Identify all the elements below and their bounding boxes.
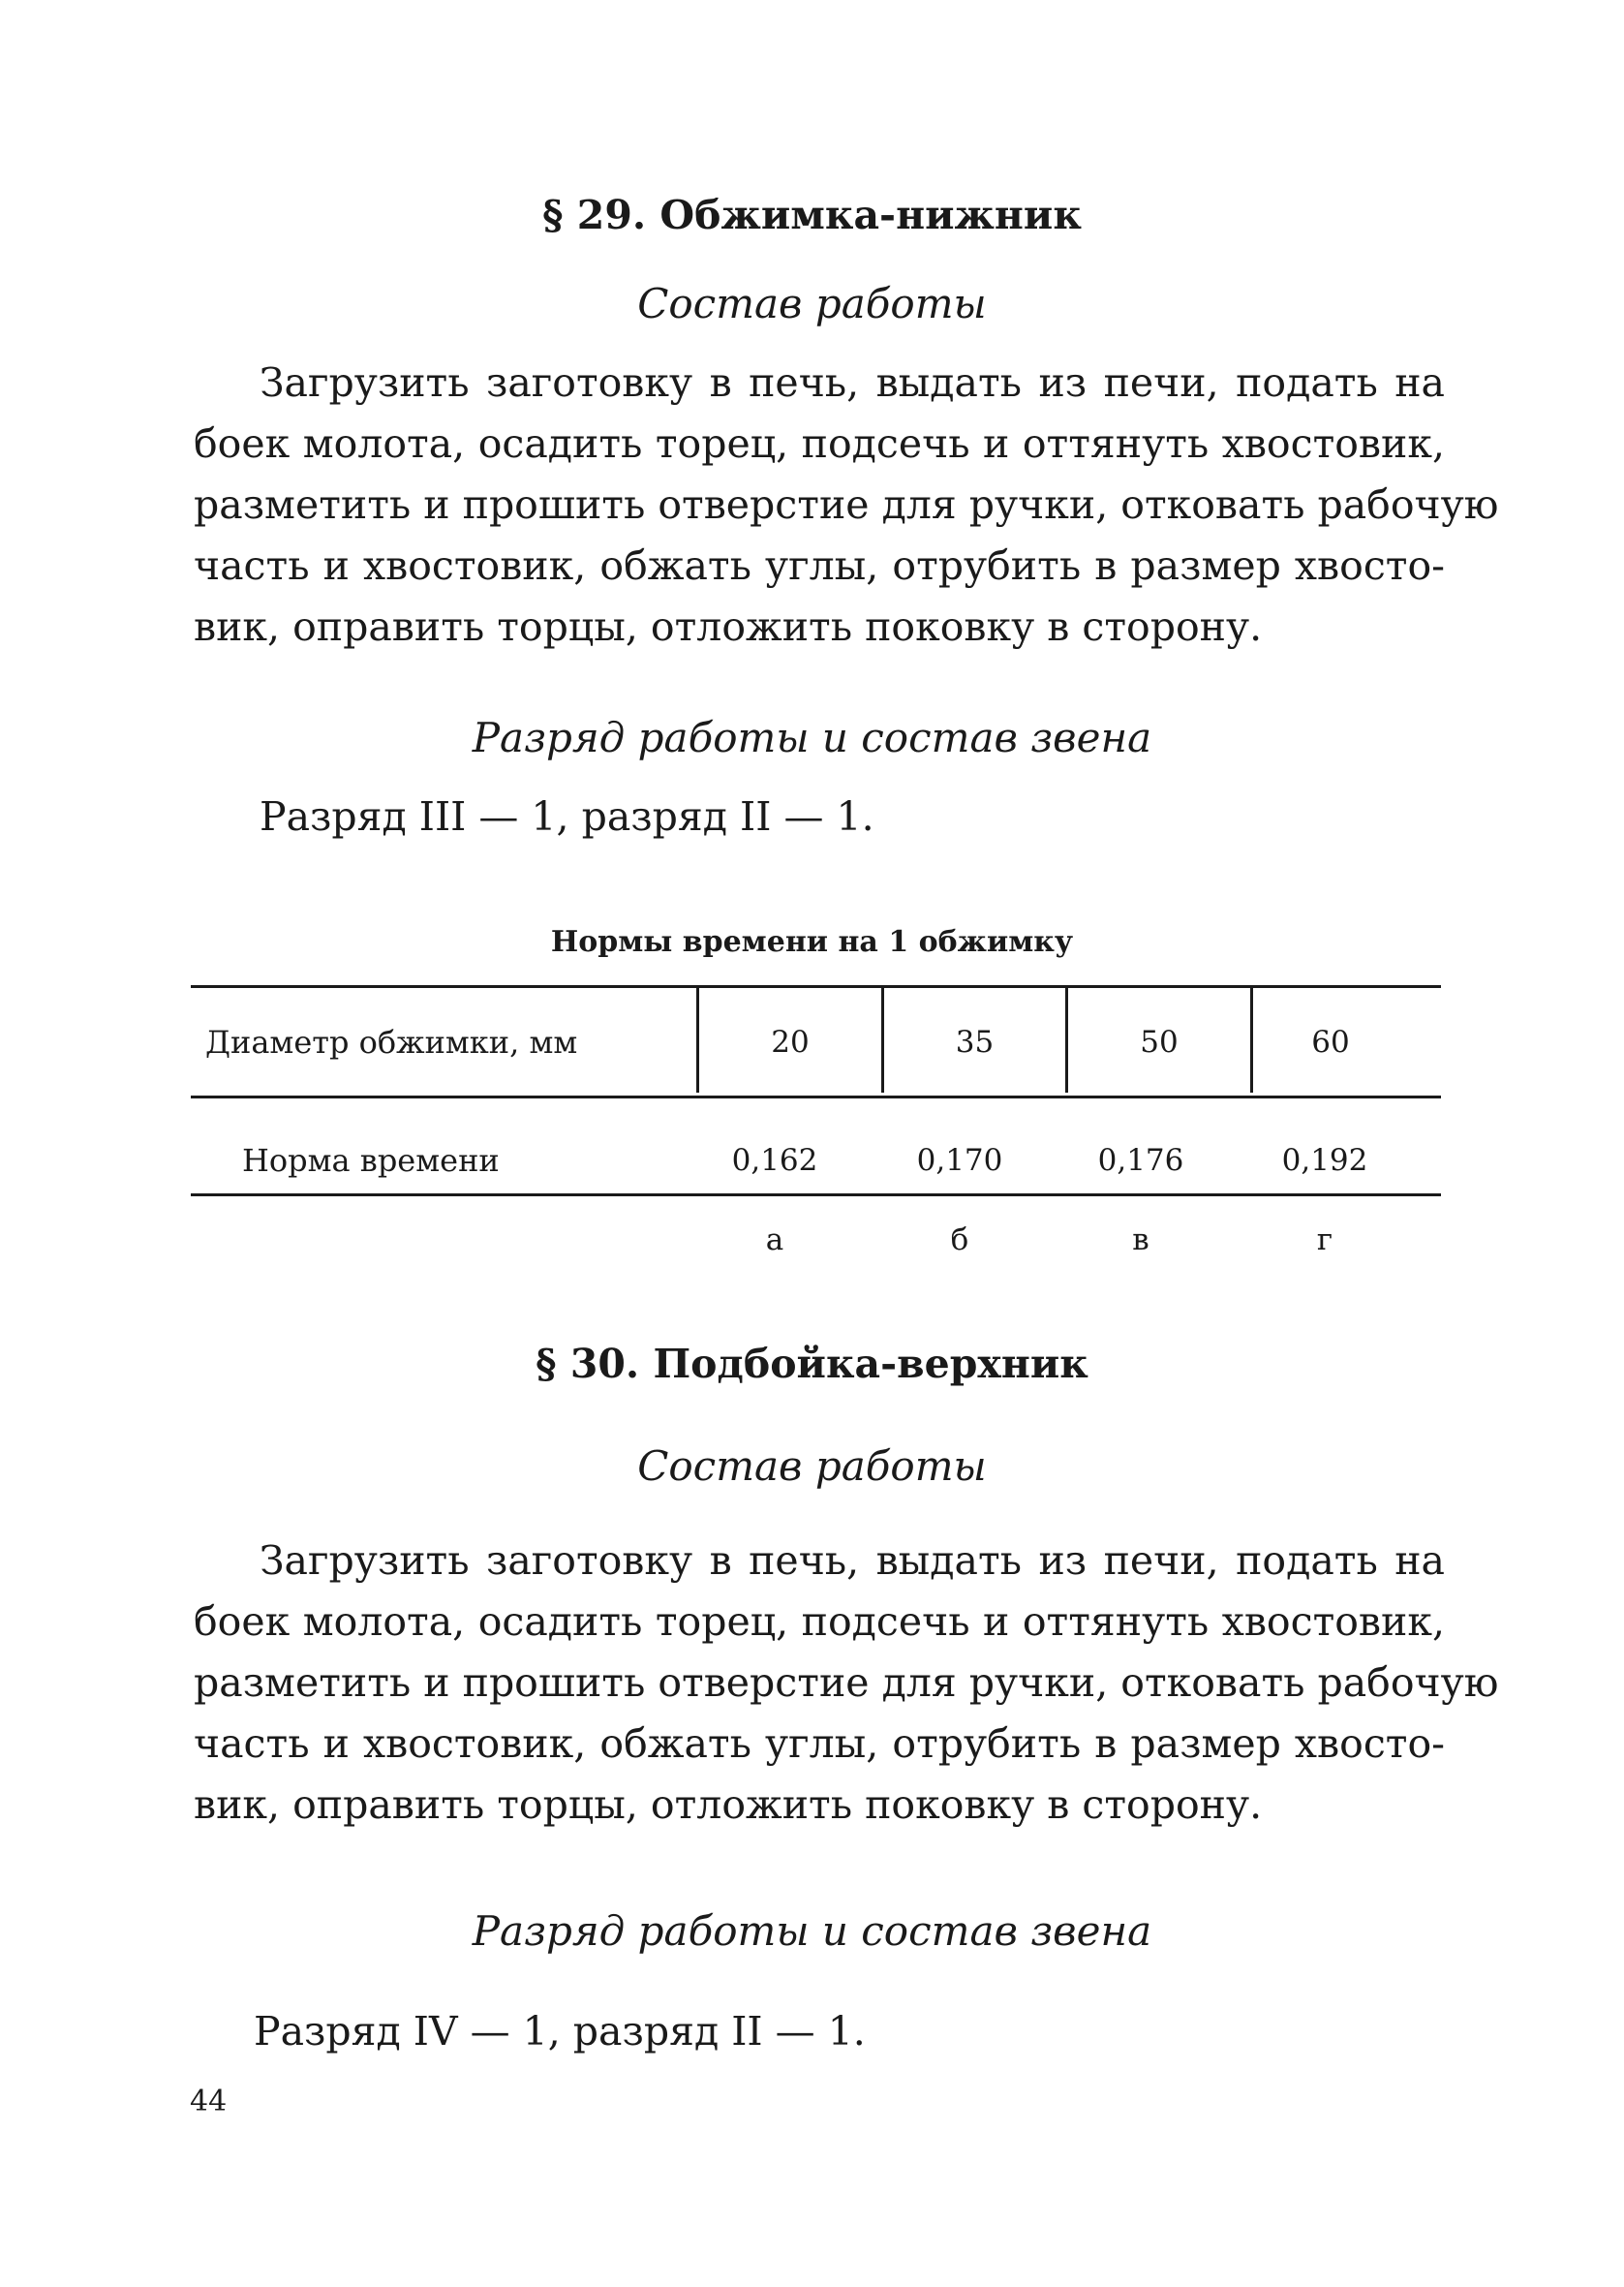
section-29-work-line: боек молота, осадить торец, подсечь и оттянуть хвостовик, xyxy=(194,420,1445,467)
section-29-work-line: Загрузить заготовку в печь, выдать из печи, подать на xyxy=(260,359,1445,406)
section-29-work-line: разметить и прошить отверстие для ручки, отковать рабочую xyxy=(194,481,1499,528)
section-30-work-line: Загрузить заготовку в печь, выдать из печи, подать на xyxy=(260,1537,1445,1584)
table-diameter-cell: 20 xyxy=(771,1025,810,1060)
section-30-work-line: боек молота, осадить торец, подсечь и оттянуть хвостовик, xyxy=(194,1598,1445,1645)
section-29-rank-heading: Разряд работы и состав звена xyxy=(472,714,1152,761)
table-norm-cell: 0,176 xyxy=(1097,1143,1184,1178)
section-29-work-description xyxy=(194,353,1499,658)
table-norm-cell: 0,162 xyxy=(731,1143,818,1178)
section-30-work-line: вик, оправить торцы, отложить поковку в сторону. xyxy=(194,1781,1263,1828)
table-top-rule xyxy=(191,985,1441,988)
section-30-work-description xyxy=(194,1530,1499,1836)
section-30-title: § 30. Подбойка-верхник xyxy=(536,1341,1088,1387)
table-header-label: Диаметр обжимки, мм xyxy=(205,1024,578,1061)
section-30-rank-heading: Разряд работы и состав звена xyxy=(472,1907,1152,1955)
table-bottom-rule xyxy=(191,1193,1441,1196)
table-diameter-cell: 35 xyxy=(955,1025,995,1060)
section-30-work-heading: Состав работы xyxy=(637,1442,987,1490)
table-column-letter: г xyxy=(1316,1222,1333,1257)
table-header-rule xyxy=(191,1096,1441,1098)
table-row-label: Норма времени xyxy=(242,1142,500,1179)
section-30-rank-text: Разряд IV — 1, разряд II — 1. xyxy=(254,2008,866,2055)
section-29-work-heading: Состав работы xyxy=(637,280,987,327)
page-number: 44 xyxy=(190,2085,228,2118)
section-30-work-line: разметить и прошить отверстие для ручки, отковать рабочую xyxy=(194,1659,1499,1706)
table-column-letter: а xyxy=(765,1222,784,1257)
table-column-letter: б xyxy=(950,1222,969,1257)
section-29-rank-text: Разряд III — 1, разряд II — 1. xyxy=(260,793,874,840)
table-diameter-cell: 60 xyxy=(1311,1025,1350,1060)
table-diameter-cell: 50 xyxy=(1140,1025,1179,1060)
section-29-work-line: вик, оправить торцы, отложить поковку в сторону. xyxy=(194,603,1263,650)
section-30-work-line: часть и хвостовик, обжать углы, отрубить в размер хвосто- xyxy=(194,1720,1445,1767)
table-column-letter: в xyxy=(1132,1222,1149,1257)
table-caption: Нормы времени на 1 обжимку xyxy=(550,925,1074,959)
table-norm-cell: 0,192 xyxy=(1281,1143,1368,1178)
section-29-work-line: часть и хвостовик, обжать углы, отрубить в размер хвосто- xyxy=(194,542,1445,589)
table-norm-cell: 0,170 xyxy=(916,1143,1003,1178)
section-29-title: § 29. Обжимка-нижник xyxy=(542,192,1082,238)
